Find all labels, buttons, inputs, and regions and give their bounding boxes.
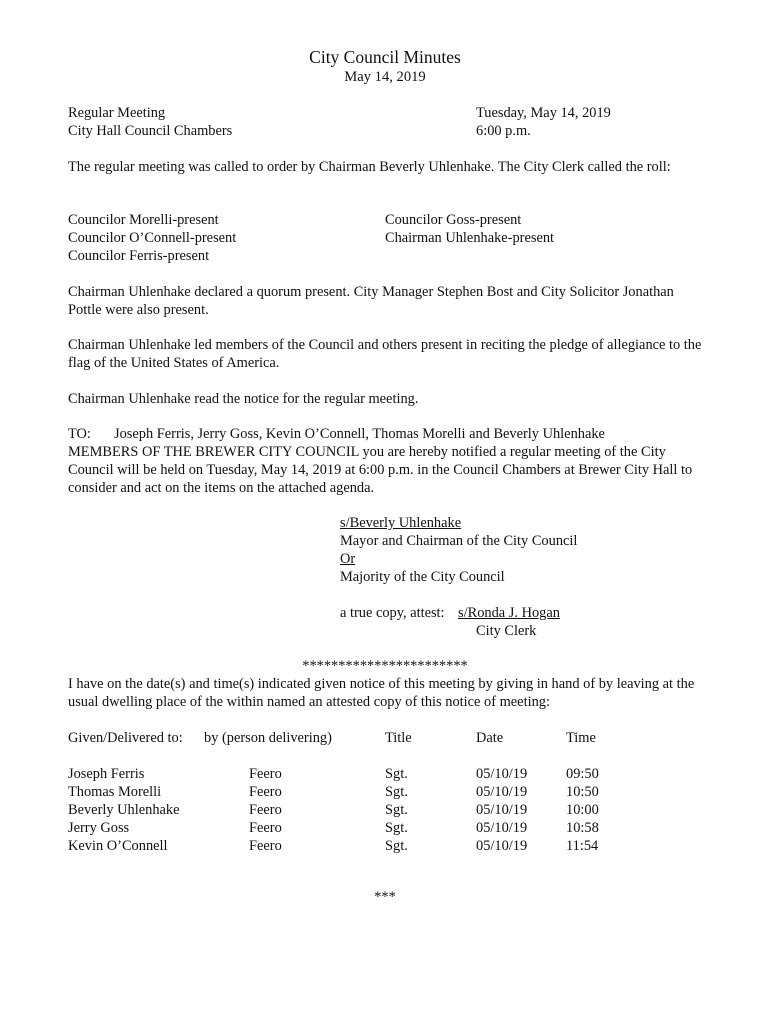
cell-deliverer: Feero <box>249 820 282 836</box>
cell-deliverer: Feero <box>249 766 282 782</box>
service-statement: I have on the date(s) and time(s) indicated given notice of this meeting by giving in hand of by leaving at the usual dwelling place of the within named an attested copy of this notice of meeting: <box>68 676 695 710</box>
cell-date: 05/10/19 <box>476 784 528 800</box>
cell-date: 05/10/19 <box>476 766 528 782</box>
cell-title: Sgt. <box>385 838 408 854</box>
meeting-type: Regular Meeting <box>68 105 166 121</box>
cell-recipient: Thomas Morelli <box>68 784 162 800</box>
cell-title: Sgt. <box>385 820 408 836</box>
header-person-delivering: by (person delivering) <box>204 730 332 746</box>
document-date: May 14, 2019 <box>344 69 426 85</box>
cell-date: 05/10/19 <box>476 838 528 854</box>
pledge-paragraph: Chairman Uhlenhake led members of the Council and others present in reciting the pledge of allegiance to the flag of the United States of America. <box>68 337 702 371</box>
table-row <box>68 837 708 855</box>
attest-label: a true copy, attest: <box>340 605 445 621</box>
cell-time: 09:50 <box>566 766 599 782</box>
cell-title: Sgt. <box>385 802 408 818</box>
notice-body: MEMBERS OF THE BREWER CITY COUNCIL you are hereby notified a regular meeting of the City Council will be held on Tuesday, May 14, 2019 at 6:00 p.m. in the Council Chambers at Brewer City Hall to consider and act on the items on the attached agenda. <box>68 444 693 496</box>
cell-date: 05/10/19 <box>476 802 528 818</box>
roll-call-item: Chairman Uhlenhake-present <box>385 230 555 246</box>
cell-recipient: Joseph Ferris <box>68 766 145 782</box>
cell-recipient: Jerry Goss <box>68 820 130 836</box>
cell-deliverer: Feero <box>249 838 282 854</box>
signer-name: s/Beverly Uhlenhake <box>340 515 462 531</box>
cell-time: 10:00 <box>566 802 599 818</box>
table-row <box>68 801 708 819</box>
footer-mark: *** <box>374 889 396 905</box>
header-given-to: Given/Delivered to: <box>68 730 183 746</box>
signature-ronda-hogan <box>458 604 657 622</box>
service-table-header <box>68 729 708 747</box>
clerk-title: City Clerk <box>476 623 537 639</box>
cell-time: 10:58 <box>566 820 599 836</box>
signature-beverly-uhlenhake <box>340 514 612 532</box>
table-row <box>68 765 708 783</box>
quorum-paragraph: Chairman Uhlenhake declared a quorum present. City Manager Stephen Bost and City Solicitor Jonathan Pottle were also present. <box>68 284 674 318</box>
header-title: Title <box>385 730 412 746</box>
meeting-time: 6:00 p.m. <box>476 123 531 139</box>
header-time: Time <box>566 730 596 746</box>
or-signature-line <box>340 550 650 568</box>
attest-signer: s/Ronda J. Hogan <box>458 605 560 621</box>
cell-date: 05/10/19 <box>476 820 528 836</box>
signer-role: Mayor and Chairman of the City Council <box>340 533 578 549</box>
majority-label: Majority of the City Council <box>340 569 505 585</box>
roll-call-item: Councilor Morelli-present <box>68 212 219 228</box>
intro-paragraph: The regular meeting was called to order by Chairman Beverly Uhlenhake. The City Clerk called the roll: <box>68 159 671 175</box>
document-title: City Council Minutes <box>309 47 461 67</box>
cell-time: 11:54 <box>566 838 599 854</box>
cell-time: 10:50 <box>566 784 599 800</box>
cell-recipient: Beverly Uhlenhake <box>68 802 180 818</box>
cell-deliverer: Feero <box>249 784 282 800</box>
cell-recipient: Kevin O’Connell <box>68 838 168 854</box>
or-label: Or <box>340 551 356 567</box>
cell-title: Sgt. <box>385 766 408 782</box>
notice-read-paragraph: Chairman Uhlenhake read the notice for the regular meeting. <box>68 391 419 407</box>
cell-title: Sgt. <box>385 784 408 800</box>
table-row <box>68 819 708 837</box>
cell-deliverer: Feero <box>249 802 282 818</box>
notice-to-names: Joseph Ferris, Jerry Goss, Kevin O’Connell, Thomas Morelli and Beverly Uhlenhake <box>114 426 605 442</box>
table-row <box>68 783 708 801</box>
meeting-location: City Hall Council Chambers <box>68 123 233 139</box>
roll-call-item: Councilor Goss-present <box>385 212 522 228</box>
notice-to-label: TO: <box>68 426 91 442</box>
roll-call-item: Councilor Ferris-present <box>68 248 210 264</box>
meeting-day-date: Tuesday, May 14, 2019 <box>476 105 611 121</box>
roll-call-item: Councilor O’Connell-present <box>68 230 237 246</box>
header-date: Date <box>476 730 504 746</box>
separator: *********************** <box>302 658 468 674</box>
